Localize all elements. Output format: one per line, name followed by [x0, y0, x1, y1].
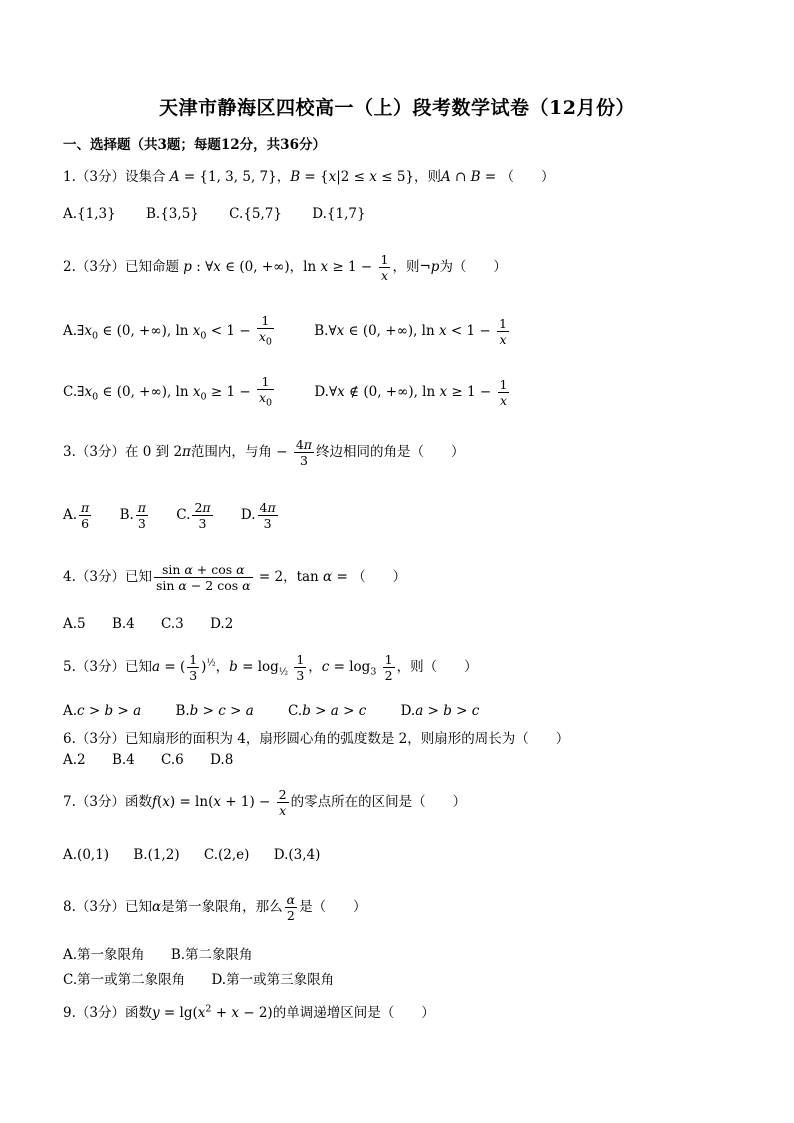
q6-option-d[interactable]: D.8 [210, 752, 234, 768]
q6-options [63, 752, 259, 768]
q1-stem: 1.（3分）设集合 [63, 169, 166, 185]
q6-option-b[interactable]: B.4 [111, 752, 135, 768]
q8-option-a[interactable]: A.第一象限角 [63, 947, 145, 963]
q5-option-c[interactable]: C.b > a > c [288, 703, 367, 719]
q1-option-a[interactable]: A.{1,3} [63, 206, 116, 222]
q8-options-row1 [63, 943, 279, 963]
q3-option-c[interactable]: C. $\frac{2\pi}{3}$ [176, 500, 211, 531]
q8-option-d[interactable]: D.第一或第三象限角 [211, 972, 335, 988]
q3-options [63, 500, 306, 531]
page-title: 天津市静海区四校高一（上）段考数学试卷（12月份） [159, 97, 635, 119]
q2-options-row1 [63, 313, 537, 350]
section-heading: 一、选择题（共3题；每题12分，共36分） [63, 137, 326, 153]
q7-options [63, 847, 346, 863]
q4-option-a[interactable]: A.5 [63, 616, 86, 632]
question-2: 2.（3分）已知命题 p : ∀x ∈ (0, +∞)，ln x ≥ 1 − $\frac{1}{x}$ ，则¬p为（ ） [63, 252, 507, 283]
q5-option-b[interactable]: B.b > c > a [175, 703, 254, 719]
question-3: 3.（3分）在 0 到 2π范围内，与角 − $\frac{4\pi}{3}$ 终边相同的角是（ ） [63, 437, 465, 468]
question-5: 5.（3分）已知a = ( $\frac{1}{3}$ )$^{\frac{1}{2}}$，$b = \log_{\frac{1}{2}}$ $\frac{1}{3}$ ，$c = \log_3$ $\frac{1}{2}$ ，则（ ） [63, 652, 478, 683]
question-8: 8.（3分）已知α是第一象限角，那么 $\frac{\alpha}{2}$ 是（ ） [63, 892, 367, 923]
q2-option-a[interactable]: $A.\exists x_0$ ∈ (0, +∞), $\ln x_0 < 1$ − $\frac{1}{x_0}$ [63, 313, 272, 348]
q4-options [63, 616, 259, 632]
q2-option-b[interactable]: B.∀x ∈ (0, +∞), ln x < 1 − $\frac{1}{x}$ [314, 315, 507, 347]
question-9: 9.（3分）函数$y = \lg(x^2 + x - 2)$的单调递增区间是（ ） [63, 1003, 435, 1021]
q7-option-d[interactable]: D.(3,4) [273, 847, 321, 863]
q5-option-d[interactable]: D.a > b > c [400, 703, 480, 719]
q2-option-c[interactable]: $C.\exists x_0$ ∈ (0, +∞), $\ln x_0 \ge 1$ − $\frac{1}{x_0}$ [63, 374, 273, 409]
q4-option-b[interactable]: B.4 [111, 616, 135, 632]
q8-options-row2 [63, 968, 360, 988]
q3-option-d[interactable]: D. $\frac{4\pi}{3}$ [240, 500, 276, 531]
question-4: 4.（3分）已知 $\frac{\text{sin α + cos α}}{\text{sin α − 2 cos α}}$ = 2，tan α = （ ） [63, 562, 407, 593]
q1-option-b[interactable]: B.{3,5} [146, 206, 199, 222]
q3-option-a[interactable]: A. $\frac{\pi}{6}$ [63, 500, 90, 531]
q3-option-b[interactable]: B. $\frac{\pi}{3}$ [119, 500, 146, 531]
q7-option-c[interactable]: C.(2,e) [203, 847, 250, 863]
q4-option-c[interactable]: C.3 [161, 616, 184, 632]
q7-option-b[interactable]: B.(1,2) [133, 847, 180, 863]
q7-option-a[interactable]: A.(0,1) [63, 847, 110, 863]
q1-options [63, 206, 392, 222]
question-6: 6.（3分）已知扇形的面积为 4，扇形圆心角的弧度数是 2，则扇形的周长为（ ） [63, 731, 570, 747]
q5-option-a[interactable]: A.c > b > a [63, 703, 142, 719]
q1-math: A [169, 169, 180, 185]
question-7: 7.（3分）函数f(x) = ln(x + 1) − $\frac{2}{x}$ 的零点所在的区间是（ ） [63, 787, 467, 818]
q6-option-c[interactable]: C.6 [161, 752, 184, 768]
q2-option-d[interactable]: D.∀x ∉ (0, +∞), ln x ≥ 1 − $\frac{1}{x}$ [314, 376, 508, 408]
q4-option-d[interactable]: D.2 [210, 616, 234, 632]
q1-option-c[interactable]: C.{5,7} [229, 206, 282, 222]
q8-option-b[interactable]: B.第二象限角 [170, 947, 253, 963]
question-1: 1.（3分）设集合 A = {1, 3, 5, 7}，B = {x|2 ≤ x ≤ 5}，则A ∩ B = （ ） [63, 169, 555, 185]
q5-options [63, 703, 505, 719]
q8-option-c[interactable]: C.第一或第二象限角 [63, 972, 186, 988]
q6-option-a[interactable]: A.2 [63, 752, 86, 768]
q2-options-row2 [63, 374, 537, 411]
q1-option-d[interactable]: D.{1,7} [312, 206, 366, 222]
